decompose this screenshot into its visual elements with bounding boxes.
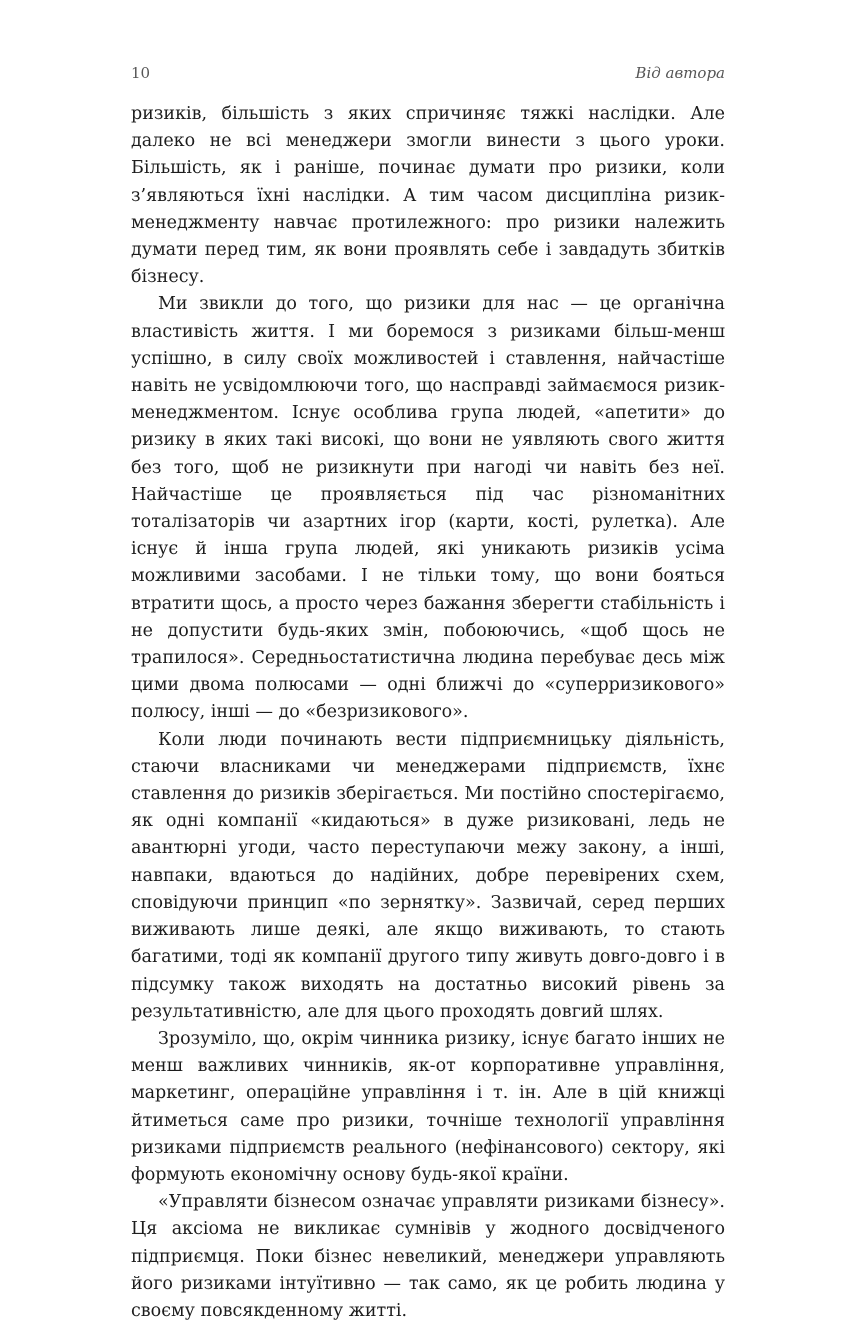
body-text — [131, 101, 725, 1325]
paragraph-3: Коли люди починають вести підприємницьку діяльність, стаючи власниками чи менеджерами підприємств, їхнє ставлення до ризиків зберігається. Ми постійно спостерігаємо, як одні компанії «кидаються» в дуже ризиковані, ледь не авантюрні угоди, часто переступаючи межу закону, а інші, навпаки, вдаються до надійних, добре перевірених схем, сповідуючи принцип «по зернятку». Зазвичай, серед перших виживають лише деякі, але якщо виживають, то стають багатими, тоді як компанії другого типу живуть довго-довго і в підсумку також виходять на достатньо високий рівень за результативністю, але для цього проходять довгий шлях. — [131, 729, 725, 1022]
paragraph-5: «Управляти бізнесом означає управляти ризиками бізнесу». Ця аксіома не викликає сумнівів у жодного досвідченого підприємця. Поки бізнес невеликий, менеджери управляють його ризиками інтуїтивно — так само, як це робить людина у своєму повсякденному житті. — [131, 1192, 725, 1321]
paragraph-2: Ми звикли до того, що ризики для нас — це органічна властивість життя. І ми боремося з ризиками більш-менш успішно, в силу своїх можливостей і ставлення, найчастіше навіть не усвідомлюючи того, що насправді займаємося ризик-менеджментом. Існує особлива група людей, «апетити» до ризику в яких такі високі, що вони не уявляють свого життя без того, щоб не ризикнути при нагоді чи навіть без неї. Найчастіше це проявляється під час різноманітних тоталізаторів чи азартних ігор (карти, кості, рулетка). Але існує й інша група людей, які уникають ризиків усіма можливими засобами. І не тільки тому, що вони бояться втратити щось, а просто через бажання зберегти стабільність і не допустити будь-яких змін, побоюючись, «щоб щось не трапилося». Середньостатистична людина перебуває десь між цими двома полюсами — одні ближчі до «суперризикового» полюсу, інші — до «безризикового». — [131, 294, 725, 723]
paragraph-1: ризиків, більшість з яких спричиняє тяжкі наслідки. Але далеко не всі менеджери змогли винести з цього уроки. Більшість, як і раніше, починає думати про ризики, коли з’являються їхні наслідки. А тим часом дисципліна ризик-менеджменту навчає протилежного: про ризики належить думати перед тим, як вони проявлять себе і завдадуть збитків бізнесу. — [131, 104, 725, 288]
paragraph-4: Зрозуміло, що, окрім чинника ризику, існує багато інших не менш важливих чинників, як-от корпоративне управління, маркетинг, операційне управління і т. ін. Але в цій книжці йтиметься саме про ризики, точніше технології управління ризиками підприємств реального (нефінансового) сектору, які формують економічну основу будь-якої країни. — [131, 1028, 725, 1185]
running-head — [131, 64, 725, 88]
section-title: Від автора — [635, 64, 725, 82]
page-number: 10 — [131, 64, 151, 82]
